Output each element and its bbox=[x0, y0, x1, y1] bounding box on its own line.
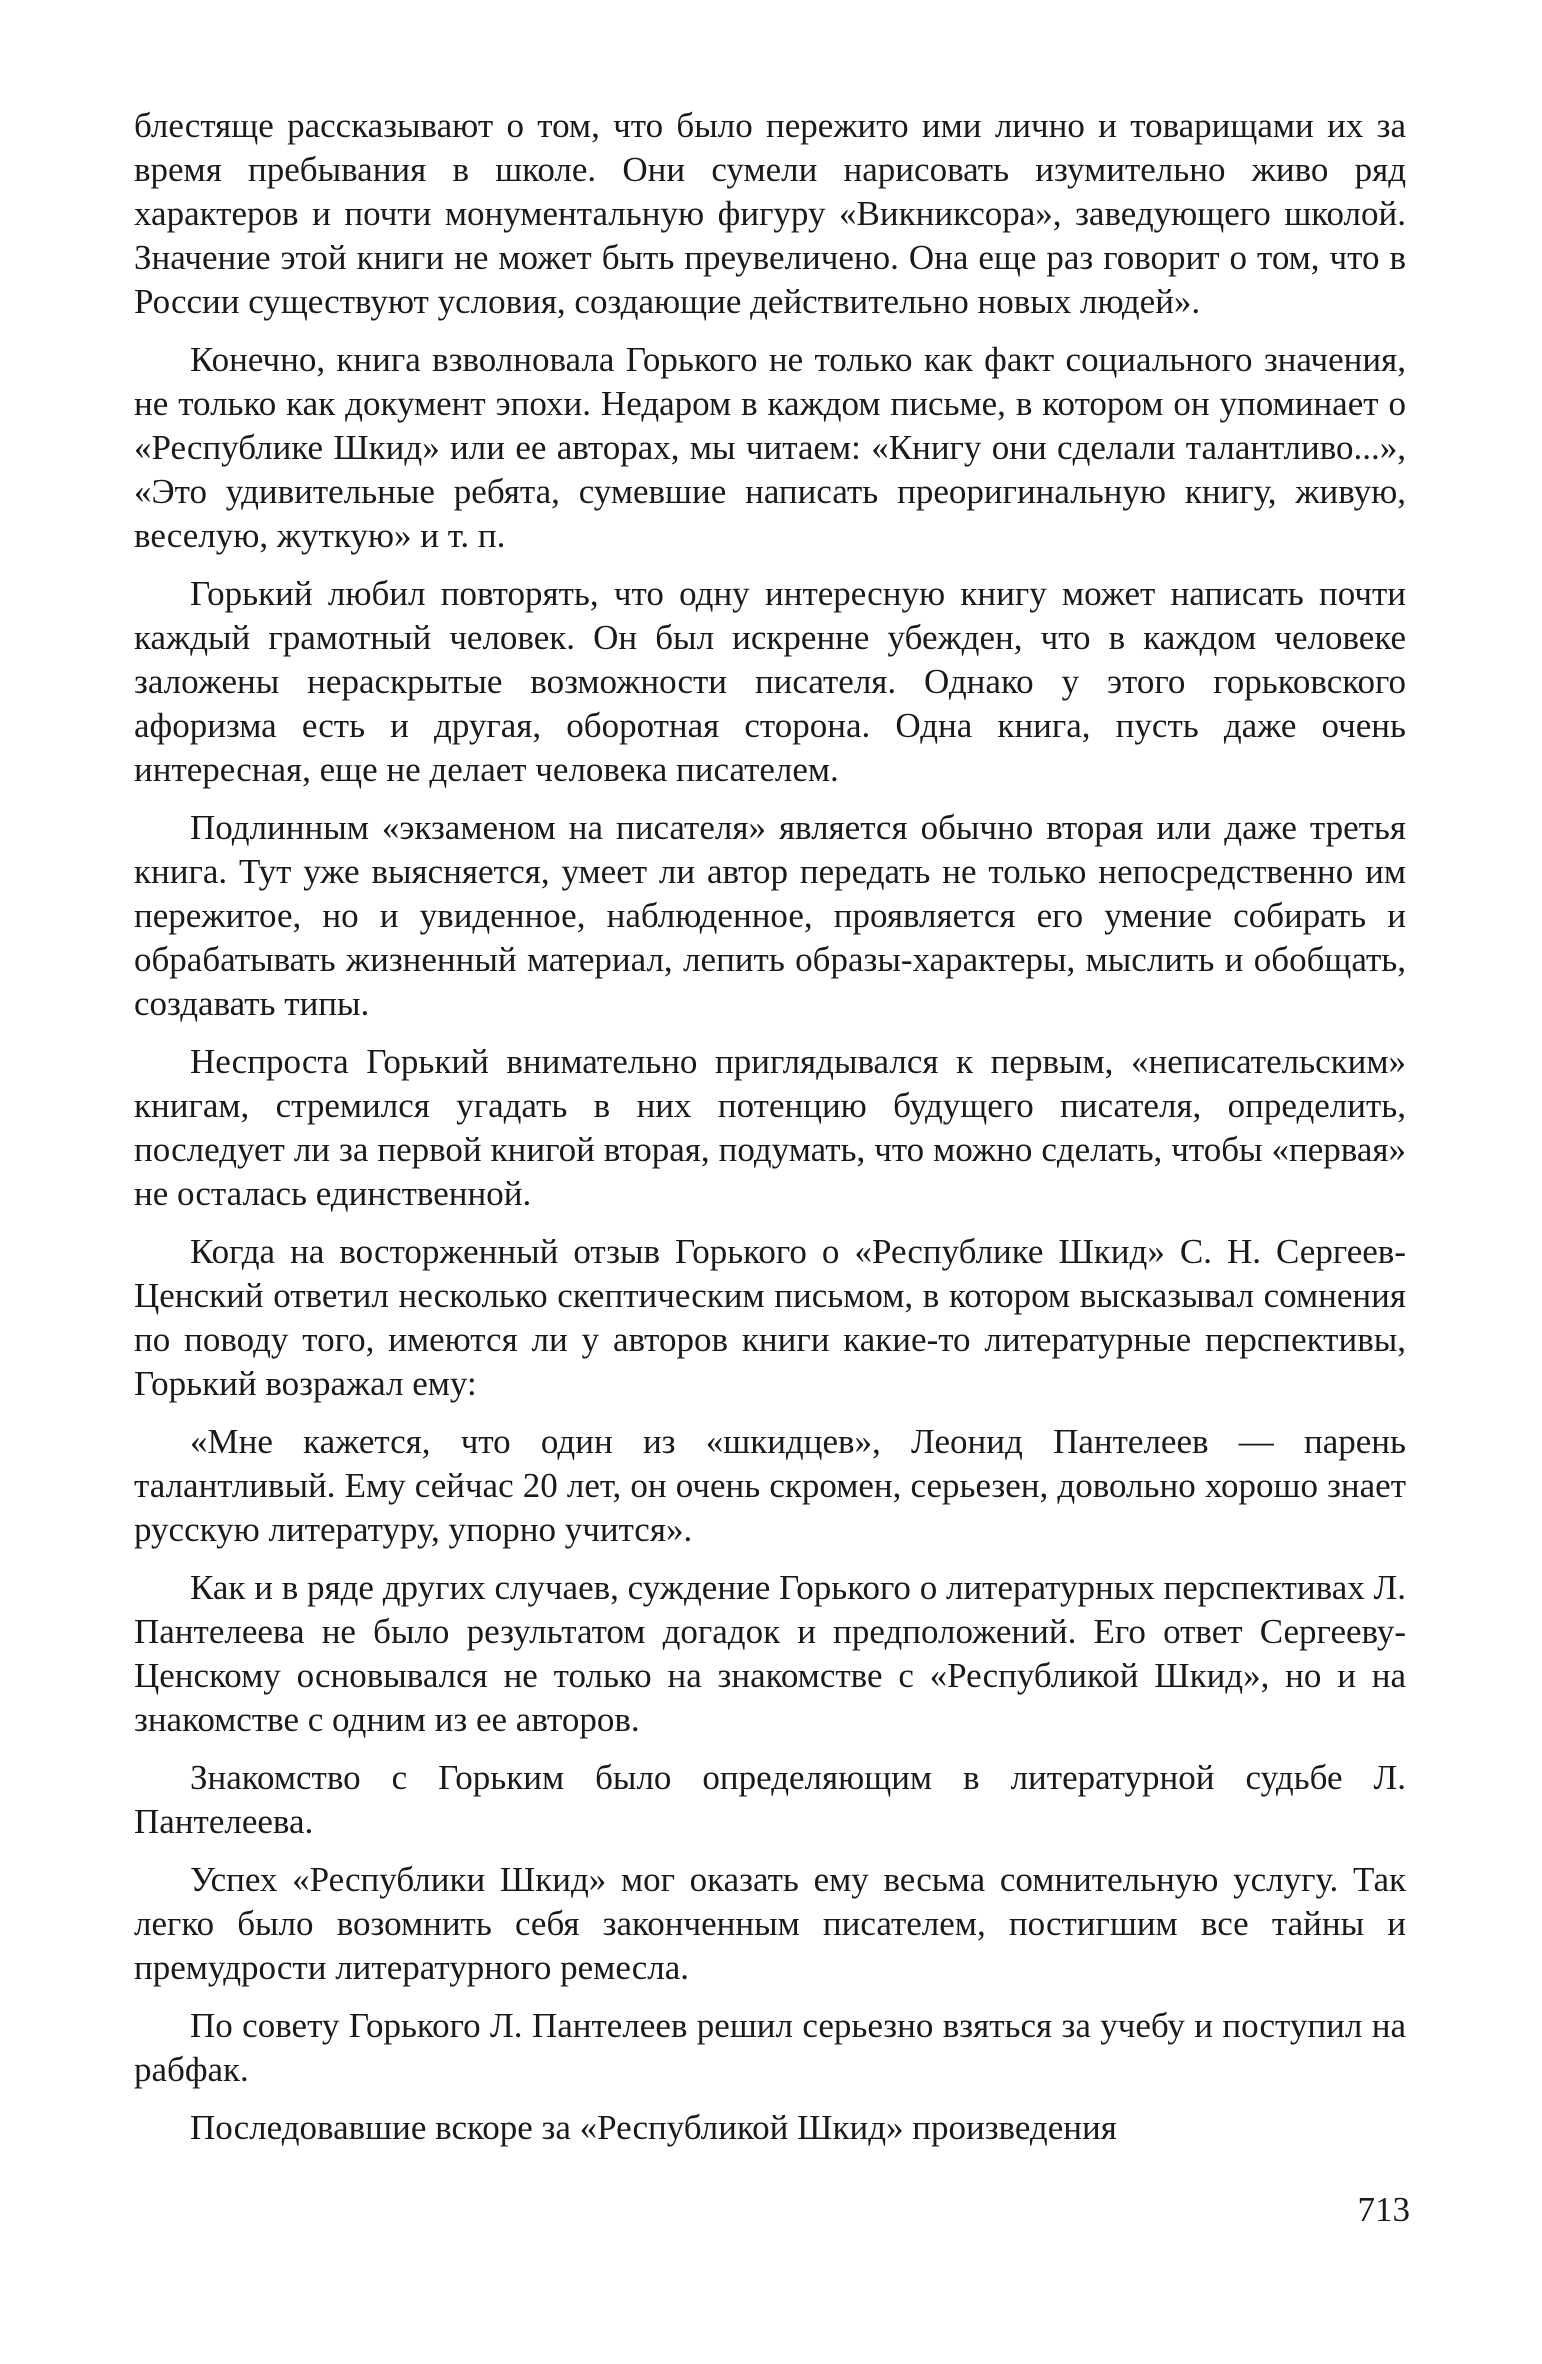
paragraph: Последовавшие вскоре за «Республикой Шкид» произведения bbox=[190, 2108, 1117, 2147]
paragraph: Когда на восторженный отзыв Горького о «Республике Шкид» С. Н. Сергеев-Ценский ответил несколько скептическим письмом, в котором высказывал сомнения по поводу того, имеются ли у авторов книги какие-то литературные перспективы, Горький возражал ему: bbox=[134, 1232, 1406, 1403]
paragraph: Неспроста Горький внимательно приглядывался к первым, «неписательским» книгам, стремился угадать в них потенцию будущего писателя, определить, последует ли за первой книгой вторая, подумать, что можно сделать, чтобы «первая» не осталась единственной. bbox=[134, 1042, 1406, 1213]
page-number: 713 bbox=[1357, 2190, 1410, 2229]
paragraph: Как и в ряде других случаев, суждение Горького о литературных перспективах Л. Пантелеева не было результатом догадок и предположений. Его ответ Сергееву-Ценскому основывался не только на знакомстве с «Республикой Шкид», но и на знакомстве с одним из ее авторов. bbox=[134, 1568, 1406, 1739]
paragraph: блестяще рассказывают о том, что было пережито ими лично и товарищами их за время пребывания в школе. Они сумели нарисовать изумительно живо ряд характеров и почти монументальную фигуру «Викниксора», заведующего школой. Значение этой книги не может быть преувеличено. Она еще раз говорит о том, что в России существуют условия, создающие действительно новых людей». bbox=[134, 106, 1406, 321]
paragraph: Горький любил повторять, что одну интересную книгу может написать почти каждый грамотный человек. Он был искренне убежден, что в каждом человеке заложены нераскрытые возможности писателя. Однако у этого горьковского афоризма есть и другая, оборотная сторона. Одна книга, пусть даже очень интересная, еще не делает человека писателем. bbox=[134, 574, 1406, 789]
paragraph: Подлинным «экзаменом на писателя» является обычно вторая или даже третья книга. Тут уже выясняется, умеет ли автор передать не только непосредственно им пережитое, но и увиденное, наблюденное, проявляется его умение собирать и обрабатывать жизненный материал, лепить образы-характеры, мыслить и обобщать, создавать типы. bbox=[134, 808, 1406, 1023]
paragraph: Конечно, книга взволновала Горького не только как факт социального значения, не только как документ эпохи. Недаром в каждом письме, в котором он упоминает о «Республике Шкид» или ее авторах, мы читаем: «Книгу они сделали талантливо...», «Это удивительные ребята, сумевшие написать преоригинальную книгу, живую, веселую, жуткую» и т. п. bbox=[134, 340, 1406, 555]
paragraph: Успех «Республики Шкид» мог оказать ему весьма сомнительную услугу. Так легко было возомнить себя законченным писателем, постигшим все тайны и премудрости литературного ремесла. bbox=[134, 1860, 1406, 1987]
page-body bbox=[134, 104, 1406, 2164]
paragraph: По совету Горького Л. Пантелеев решил серьезно взяться за учебу и поступил на рабфак. bbox=[134, 2006, 1406, 2089]
paragraph: Знакомство с Горьким было определяющим в литературной судьбе Л. Пантелеева. bbox=[134, 1758, 1406, 1841]
paragraph: «Мне кажется, что один из «шкидцев», Леонид Пантелеев — парень талантливый. Ему сейчас 20 лет, он очень скромен, серьезен, довольно хорошо знает русскую литературу, упорно учится». bbox=[134, 1422, 1406, 1549]
